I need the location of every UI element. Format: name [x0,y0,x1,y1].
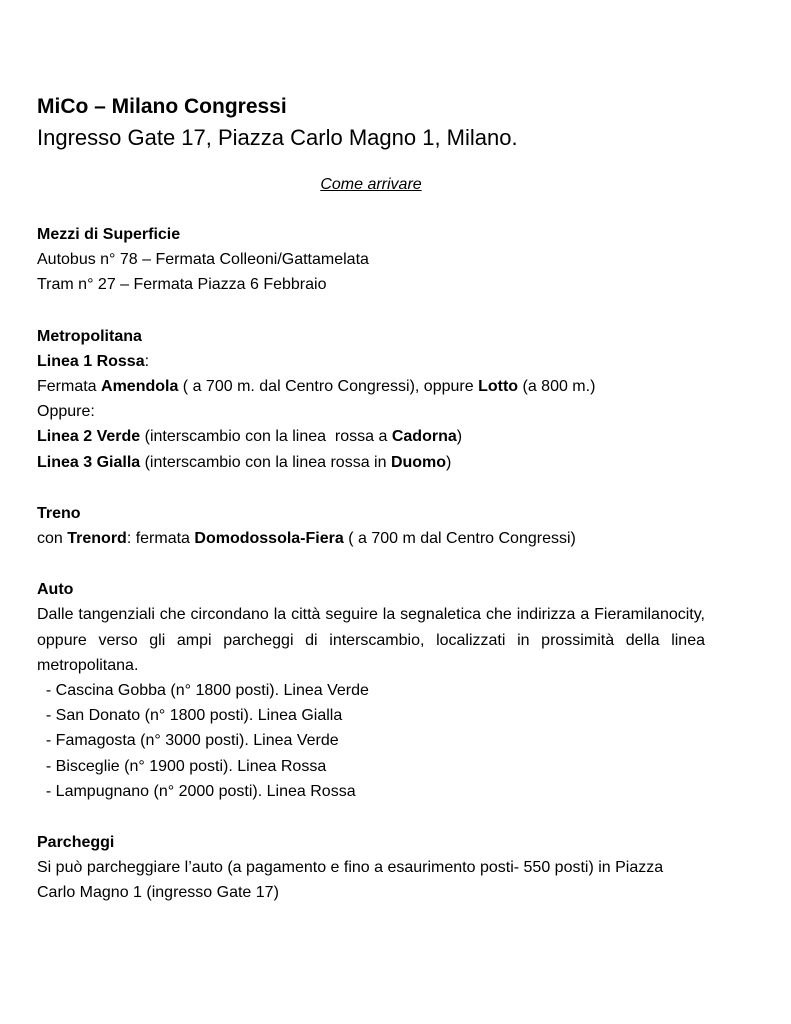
venue-title: MiCo – Milano Congressi [37,95,287,118]
train-heading: Treno [37,504,81,522]
parking-section [37,830,705,906]
metro-stop-prefix: Fermata [37,378,102,396]
car-section [37,577,710,804]
train-row [37,526,705,551]
metro-line2-text: (interscambio con la linea rossa a [140,428,392,446]
how-to-arrive-heading [37,174,705,196]
how-to-arrive-text: Come arrivare [320,176,422,193]
train-middle: : fermata [126,530,195,548]
metro-stop-lotto: Lotto [478,378,519,396]
car-heading: Auto [37,581,74,599]
metro-line3-station: Duomo [390,453,447,471]
bus-line: Autobus n° 78 – Fermata Colleoni/Gattamelata [37,251,369,269]
parking-item: - Lampugnano (n° 2000 posti). Linea Rossa [37,782,356,800]
metro-line2-label: Linea 2 Verde [37,428,141,446]
train-station: Domodossola-Fiera [194,530,344,548]
tram-line: Tram n° 27 – Fermata Piazza 6 Febbraio [37,276,327,294]
parking-item: - Cascina Gobba (n° 1800 posti). Linea Verde [37,682,369,700]
car-description: Dalle tangenziali che circondano la città seguire la segnaletica che indirizza a Fieramilanocity, oppure verso gli ampi parcheggi di interscambio, localizzati in prossimità della linea metropolitana. [37,606,710,674]
metro-line3-row [37,450,705,475]
metro-stops-row [37,374,705,399]
train-note: ( a 700 m dal Centro Congressi) [343,530,576,548]
parking-item: - Bisceglie (n° 1900 posti). Linea Rossa [37,757,327,775]
venue-address: Ingresso Gate 17, Piazza Carlo Magno 1, Milano. [37,125,518,150]
metro-line3-close: ) [446,453,452,471]
metro-line3-text: (interscambio con la linea rossa in [140,453,391,471]
metro-stop-amendola: Amendola [101,378,179,396]
surface-heading: Mezzi di Superficie [37,226,181,243]
metro-heading: Metropolitana [37,327,142,345]
metro-line2-close: ) [456,428,463,446]
train-prefix: con [37,530,68,548]
metro-line2-station: Cadorna [391,428,457,446]
train-section [37,501,705,551]
metro-line1-colon: : [144,352,150,370]
metro-section [37,324,705,475]
document-body [37,94,710,906]
parking-item: - Famagosta (n° 3000 posti). Linea Verde [37,732,339,750]
parking-item: - San Donato (n° 1800 posti). Linea Gialla [37,707,343,725]
parking-heading: Parcheggi [37,834,115,852]
metro-line1-label: Linea 1 Rossa [37,352,145,370]
metro-line1-row [37,349,705,374]
train-operator: Trenord [67,530,127,548]
surface-transport-section [37,222,705,298]
metro-stop1-note: ( a 700 m. dal Centro Congressi), oppure [178,378,479,396]
metro-line3-label: Linea 3 Gialla [37,453,141,471]
metro-line2-row [37,424,705,449]
metro-oppure: Oppure: [37,403,95,421]
metro-stop2-note: (a 800 m.) [518,378,596,396]
parking-text: Si può parcheggiare l’auto (a pagamento e fino a esaurimento posti- 550 posti) in Piazza Carlo Magno 1 (ingresso Gate 17) [37,859,668,902]
